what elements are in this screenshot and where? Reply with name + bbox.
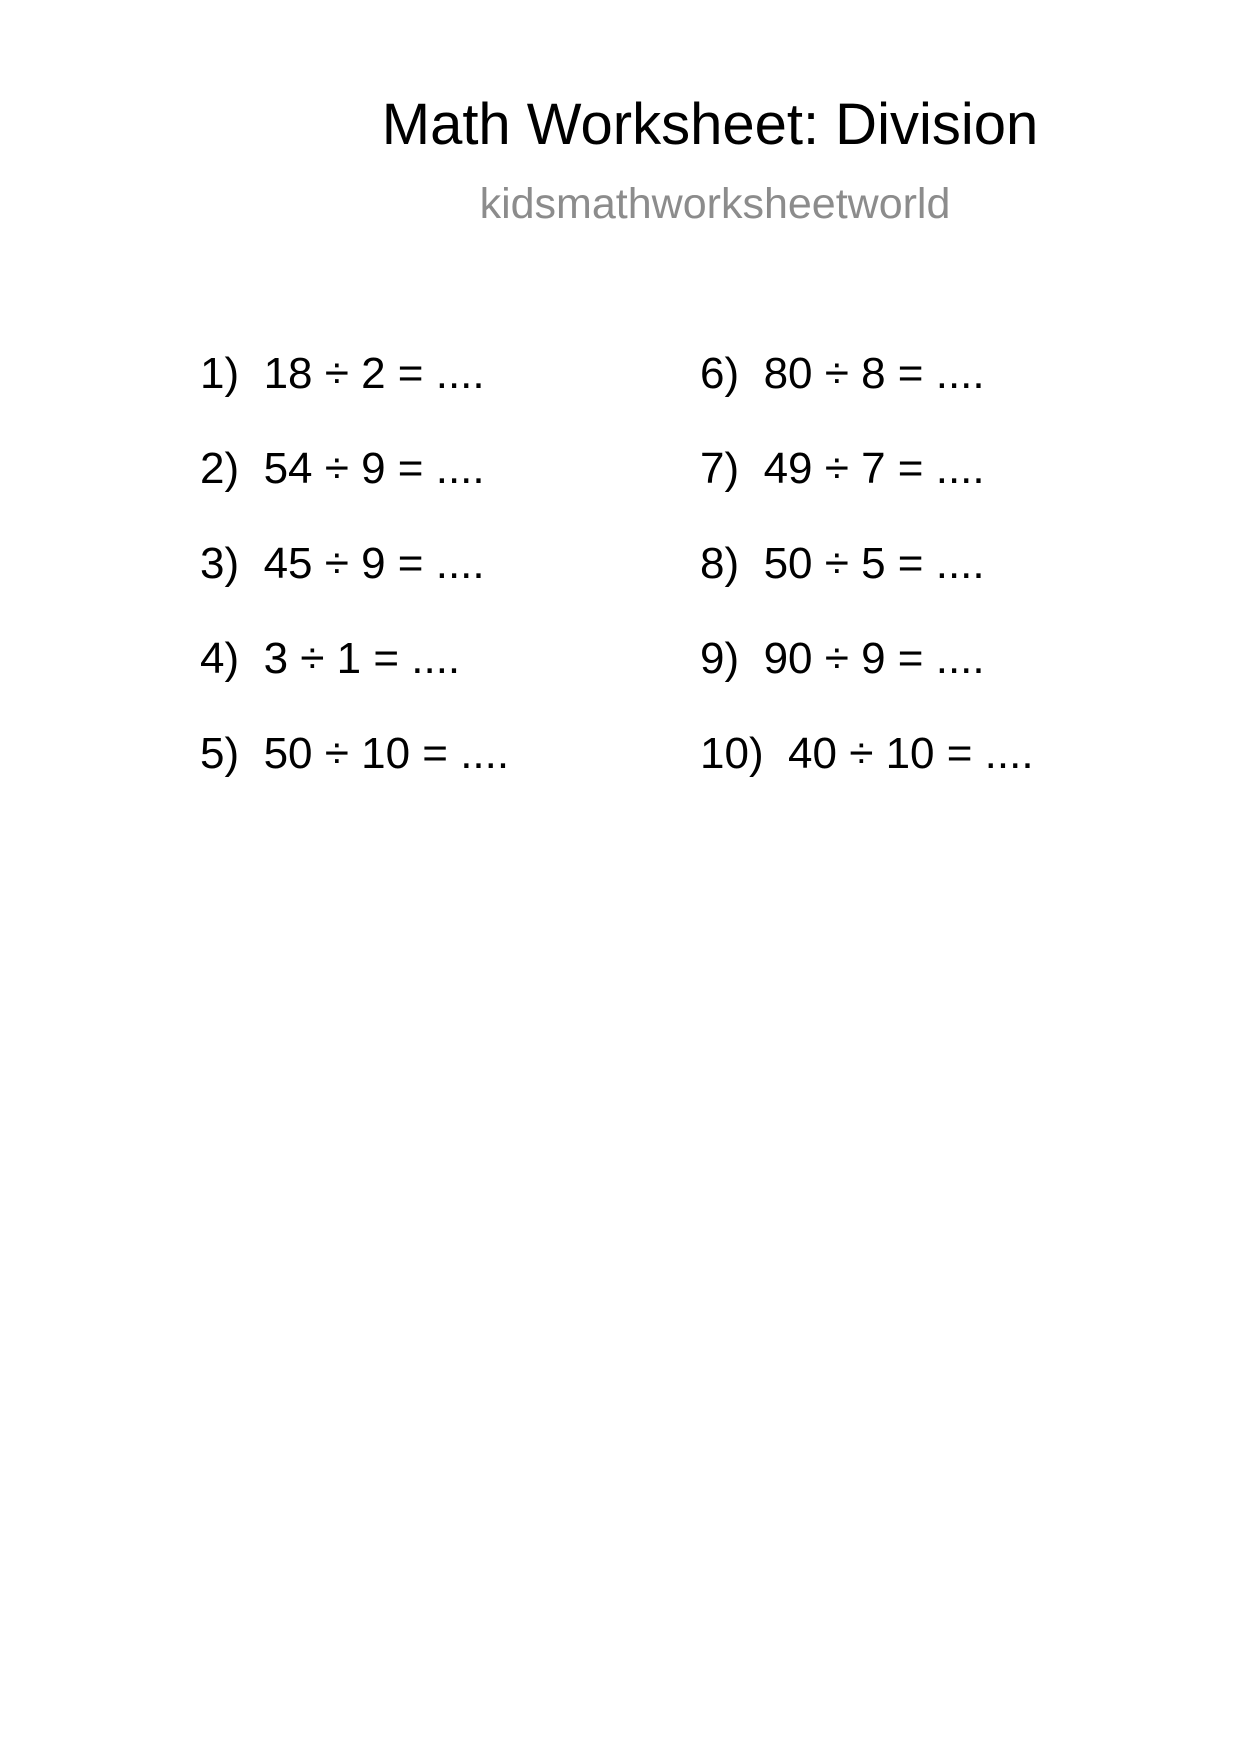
problem-column-left (200, 349, 510, 827)
problem-9: 9) 90 ÷ 9 = .... (700, 634, 985, 683)
problem-4: 4) 3 ÷ 1 = .... (200, 634, 461, 683)
problem-column-right (700, 349, 1034, 827)
problem-6: 6) 80 ÷ 8 = .... (700, 349, 985, 398)
problem-5: 5) 50 ÷ 10 = .... (200, 729, 510, 778)
problem-3: 3) 45 ÷ 9 = .... (200, 539, 485, 588)
problem-2: 2) 54 ÷ 9 = .... (200, 444, 485, 493)
problem-10: 10) 40 ÷ 10 = .... (700, 729, 1034, 778)
problem-8: 8) 50 ÷ 5 = .... (700, 539, 985, 588)
worksheet-title: Math Worksheet: Division (381, 92, 1039, 157)
worksheet-subtitle: kidsmathworksheetworld (479, 180, 951, 228)
problem-1: 1) 18 ÷ 2 = .... (200, 349, 485, 398)
problem-7: 7) 49 ÷ 7 = .... (700, 444, 985, 493)
